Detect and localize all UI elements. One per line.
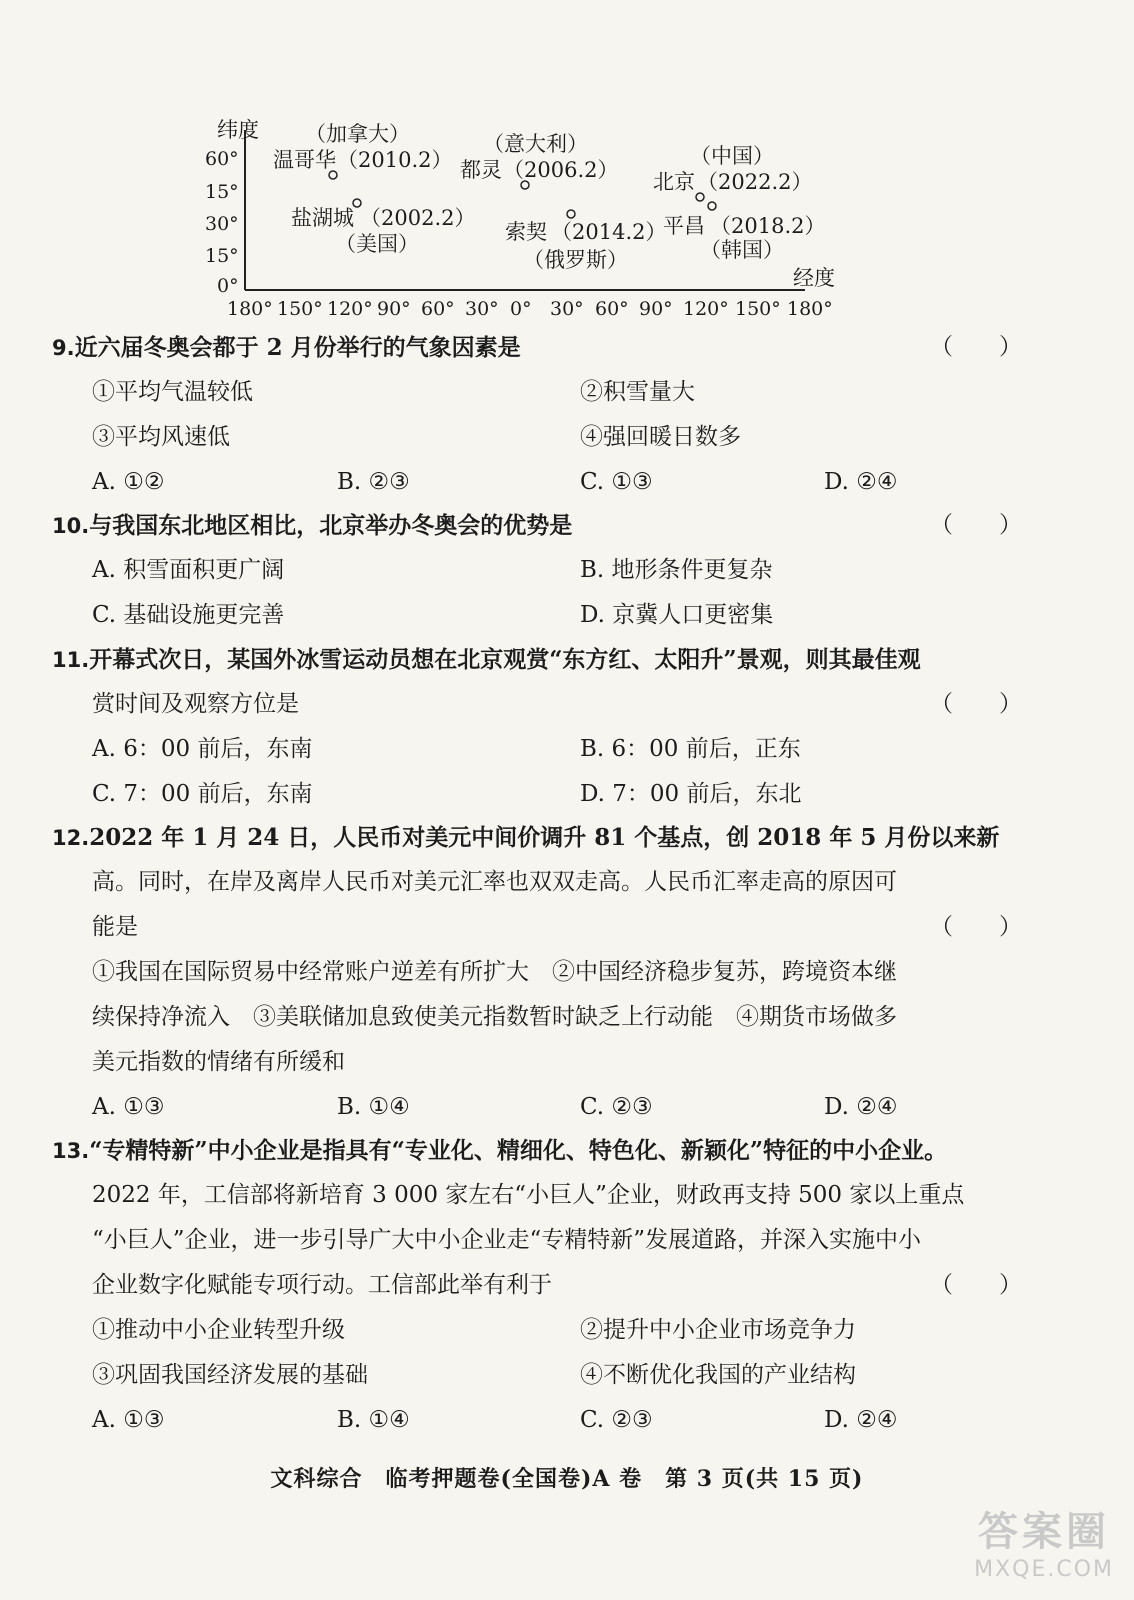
question-stem-text: 开幕式次日，某国外冰雪运动员想在北京观赏“东方红、太阳升”景观，则其最佳观 <box>89 646 921 673</box>
option-d: D. ②④ <box>824 469 898 495</box>
city-country-label: （意大利） <box>483 132 588 156</box>
watermark-text: 答案圈 <box>978 1509 1111 1555</box>
answer-blank: （ ） <box>930 914 1022 940</box>
y-tick: 15° <box>205 245 239 267</box>
statement-text: ①我国在国际贸易中经常账户逆差有所扩大 ②中国经济稳步复苏，跨境资本继 <box>92 959 897 985</box>
option-b: B. ①④ <box>337 1094 410 1120</box>
page-footer: 文科综合 临考押题卷(全国卷)A 卷 第 3 页(共 15 页) <box>270 1466 864 1492</box>
option-row <box>52 460 1022 505</box>
statement-line <box>52 950 1022 995</box>
city-name-label: 盐湖城 <box>291 206 354 230</box>
option-a: A. ①③ <box>92 1094 165 1120</box>
question-11 <box>52 637 1022 817</box>
option-d: D. 7：00 前后，东北 <box>580 781 802 807</box>
question-stem-continued <box>52 860 1022 905</box>
y-tick: 15° <box>205 181 239 203</box>
question-stem-text: 2022 年 1 月 24 日，人民币对美元中间价调升 81 个基点，创 2018 年 5 月份以来新 <box>89 824 1000 851</box>
statement: ②积雪量大 <box>580 379 695 405</box>
point-pyeongchang <box>708 202 716 210</box>
x-tick: 90° <box>639 298 673 320</box>
question-10 <box>52 503 1022 638</box>
statement: ①推动中小企业转型升级 <box>92 1317 345 1343</box>
point-vancouver <box>329 171 337 179</box>
option-d: D. ②④ <box>824 1407 898 1433</box>
option-c: C. ①③ <box>580 469 653 495</box>
x-tick: 120° <box>327 298 373 320</box>
olympics-location-figure <box>205 110 845 330</box>
city-date-label: （2014.2） <box>551 220 667 244</box>
option-c: C. 7：00 前后，东南 <box>92 781 313 807</box>
x-tick: 180° <box>787 298 833 320</box>
city-country-label: （美国） <box>335 232 419 256</box>
y-axis-label: 纬度 <box>217 118 259 142</box>
question-12 <box>52 815 1022 1130</box>
option-d: D. ②④ <box>824 1094 898 1120</box>
statement-row <box>52 1353 1022 1398</box>
statement-line <box>52 995 1022 1040</box>
question-number: 13. <box>52 1139 90 1163</box>
city-name-label: 温哥华 <box>273 148 336 172</box>
option-row <box>52 593 1022 638</box>
option-a: A. 6：00 前后，东南 <box>92 736 313 762</box>
question-stem-text: 能是 <box>92 914 138 940</box>
statement-row <box>52 370 1022 415</box>
question-stem <box>52 325 1022 370</box>
option-row <box>52 548 1022 593</box>
question-stem <box>52 637 1022 682</box>
option-a: A. ①③ <box>92 1407 165 1433</box>
city-country-label: （俄罗斯） <box>523 248 628 272</box>
city-date-label: （2006.2） <box>503 158 619 182</box>
statement-text: 续保持净流入 ③美联储加息致使美元指数暂时缺乏上行动能 ④期货市场做多 <box>92 1004 897 1030</box>
point-beijing <box>696 193 704 201</box>
statement-row <box>52 1308 1022 1353</box>
option-b: B. ①④ <box>337 1407 410 1433</box>
watermark-logo <box>974 1500 1114 1582</box>
option-row <box>52 1085 1022 1130</box>
answer-blank: （ ） <box>930 691 1022 717</box>
city-country-label: （加拿大） <box>305 122 410 146</box>
y-tick: 0° <box>217 275 239 297</box>
question-number: 11. <box>52 648 90 672</box>
question-stem-continued <box>52 905 1022 950</box>
question-stem-text: 近六届冬奥会都于 2 月份举行的气象因素是 <box>74 334 521 361</box>
x-tick: 60° <box>421 298 455 320</box>
question-stem-text: 赏时间及观察方位是 <box>92 691 299 717</box>
option-row <box>52 772 1022 817</box>
city-date-label: （2018.2） <box>710 214 826 238</box>
option-b: B. 6：00 前后，正东 <box>580 736 801 762</box>
question-stem-text: 2022 年，工信部将新培育 3 000 家左右“小巨人”企业，财政再支持 500 家以上重点 <box>92 1182 965 1208</box>
option-b: B. 地形条件更复杂 <box>580 557 773 583</box>
option-a: A. 积雪面积更广阔 <box>92 557 285 583</box>
option-row <box>52 1398 1022 1443</box>
y-tick: 60° <box>205 148 239 170</box>
city-date-label: （2022.2） <box>697 170 813 194</box>
question-stem-continued <box>52 1263 1022 1308</box>
question-stem-continued <box>52 1173 1022 1218</box>
city-date-label: （2002.2） <box>360 206 476 230</box>
question-stem-text: “小巨人”企业，进一步引导广大中小企业走“专精特新”发展道路，并深入实施中小 <box>92 1227 922 1253</box>
x-tick: 60° <box>595 298 629 320</box>
x-tick: 150° <box>735 298 781 320</box>
statement-row <box>52 415 1022 460</box>
option-a: A. ①② <box>92 469 165 495</box>
statement-text: 美元指数的情绪有所缓和 <box>92 1049 345 1075</box>
option-row <box>52 727 1022 772</box>
question-stem-text: 企业数字化赋能专项行动。工信部此举有利于 <box>92 1272 552 1298</box>
question-number: 12. <box>52 826 90 850</box>
question-number: 9. <box>52 336 75 360</box>
city-name-label: 北京 <box>653 170 695 194</box>
statement: ④不断优化我国的产业结构 <box>580 1362 856 1388</box>
city-name-label: 都灵 <box>460 158 502 182</box>
question-stem-continued <box>52 682 1022 727</box>
x-tick: 150° <box>277 298 323 320</box>
point-turin <box>521 181 529 189</box>
x-tick: 120° <box>683 298 729 320</box>
x-tick: 0° <box>510 298 532 320</box>
x-tick: 30° <box>465 298 499 320</box>
x-tick: 180° <box>227 298 273 320</box>
question-stem-text: 与我国东北地区相比，北京举办冬奥会的优势是 <box>89 512 573 539</box>
answer-blank: （ ） <box>930 334 1022 360</box>
city-name-label: 平昌 <box>663 214 705 238</box>
statement: ③平均风速低 <box>92 424 230 450</box>
question-stem <box>52 1128 1022 1173</box>
city-country-label: （中国） <box>690 144 774 168</box>
watermark-url: MXQE.COM <box>974 1557 1114 1582</box>
answer-blank: （ ） <box>930 512 1022 538</box>
statement-line <box>52 1040 1022 1085</box>
question-stem-text: 高。同时，在岸及离岸人民币对美元汇率也双双走高。人民币汇率走高的原因可 <box>92 869 897 895</box>
question-9 <box>52 325 1022 505</box>
statement: ①平均气温较低 <box>92 379 253 405</box>
question-stem <box>52 503 1022 548</box>
city-country-label: （韩国） <box>700 238 784 262</box>
question-13 <box>52 1128 1022 1443</box>
question-number: 10. <box>52 514 90 538</box>
option-c: C. 基础设施更完善 <box>92 602 285 628</box>
statement: ③巩固我国经济发展的基础 <box>92 1362 368 1388</box>
statement: ②提升中小企业市场竞争力 <box>580 1317 856 1343</box>
x-axis-label: 经度 <box>793 266 835 290</box>
answer-blank: （ ） <box>930 1272 1022 1298</box>
y-tick: 30° <box>205 213 239 235</box>
statement: ④强回暖日数多 <box>580 424 741 450</box>
option-b: B. ②③ <box>337 469 410 495</box>
option-d: D. 京冀人口更密集 <box>580 602 774 628</box>
city-name-label: 索契 <box>505 220 547 244</box>
option-c: C. ②③ <box>580 1094 653 1120</box>
question-stem-continued <box>52 1218 1022 1263</box>
question-stem <box>52 815 1022 860</box>
question-stem-text: “专精特新”中小企业是指具有“专业化、精细化、特色化、新颖化”特征的中小企业。 <box>89 1137 948 1164</box>
point-sochi <box>567 210 575 218</box>
city-date-label: （2010.2） <box>337 148 453 172</box>
x-tick: 90° <box>377 298 411 320</box>
option-c: C. ②③ <box>580 1407 653 1433</box>
x-tick: 30° <box>550 298 584 320</box>
